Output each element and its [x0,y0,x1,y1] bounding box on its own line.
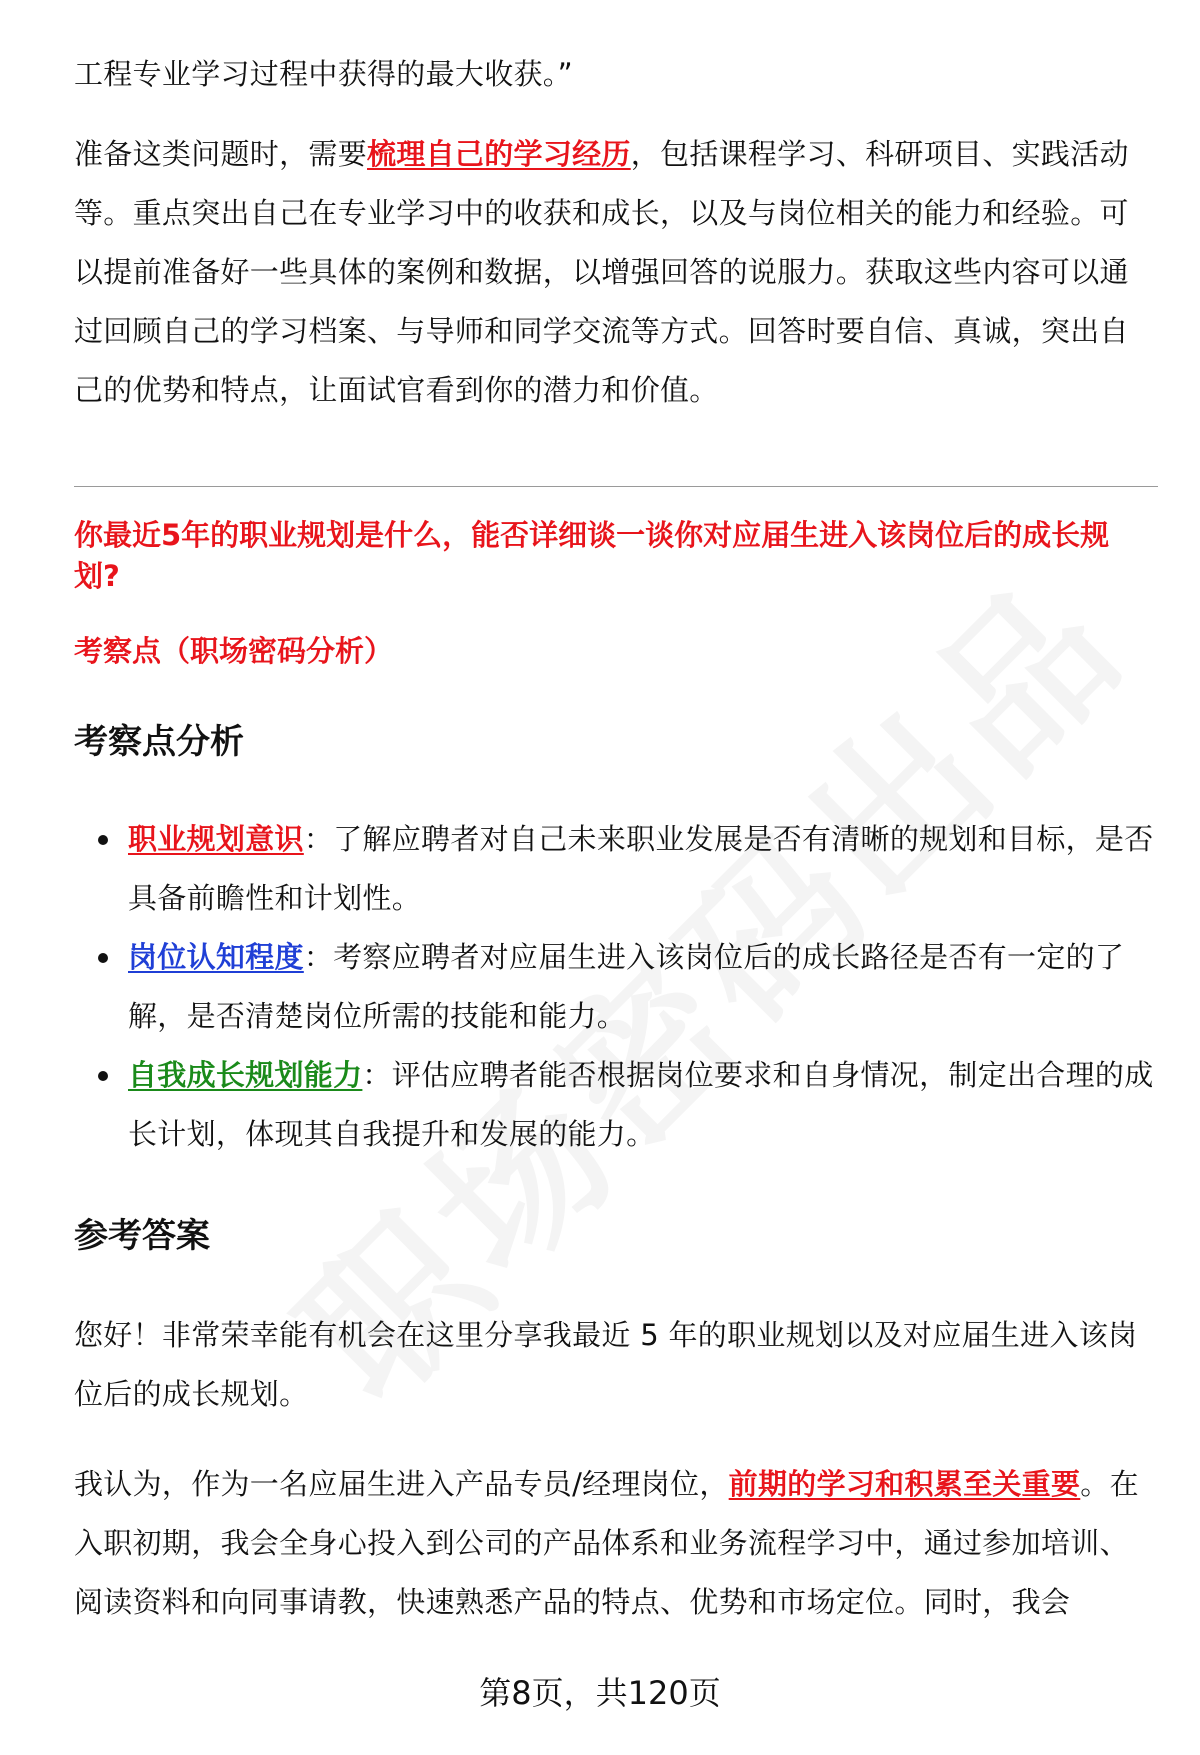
point-term: 岗位认知程度 [128,940,304,974]
answer-para2-before: 我认为，作为一名应届生进入产品专员/经理岗位， [74,1467,729,1501]
analysis-point-self-growth [74,1046,1154,1164]
analysis-points [74,810,1154,1164]
page-number: 第8页，共120页 [479,1674,721,1712]
point-term: 自我成长规划能力 [128,1058,363,1092]
bullet-icon [98,835,108,845]
analysis-point-career-planning [74,810,1154,928]
point-desc: ：评估应聘者能否根据岗位要求和自身情况，制定出合理的成长计划，体现其自我提升和发展的能力。 [128,1058,1154,1151]
question-title: 你最近5年的职业规划是什么，能否详细谈一谈你对应届生进入该岗位后的成长规划? [74,518,1110,593]
prep-paragraph [74,125,1154,420]
answer-para2-highlight: 前期的学习和积累至关重要 [728,1467,1081,1501]
question-subtitle: 考察点（职场密码分析） [74,634,394,668]
answer-para1-block [74,1306,1154,1424]
analysis-heading: 考察点分析 [74,722,244,762]
point-desc: ：了解应聘者对自己未来职业发展是否有清晰的规划和目标，是否具备前瞻性和计划性。 [128,822,1154,915]
analysis-point-role-awareness [74,928,1154,1046]
prep-highlight: 梳理自己的学习经历 [367,137,631,171]
point-term: 职业规划意识 [128,822,304,856]
bullet-icon [98,1071,108,1081]
question-subtitle-block [74,631,1154,671]
intro-continuation [74,45,1154,104]
intro-line-end: 工程专业学习过程中获得的最大收获。” [74,57,573,91]
answer-paragraph-1: 您好！非常荣幸能有机会在这里分享我最近 5 年的职业规划以及对应届生进入该岗位后的成长规划。 [74,1318,1138,1411]
answer-para2-block [74,1455,1154,1632]
prep-text-after: ，包括课程学习、科研项目、实践活动等。重点突出自己在专业学习中的收获和成长，以及与岗位相关的能力和经验。可以提前准备好一些具体的案例和数据，以增强回答的说服力。获取这些内容可以通过回顾自己的学习档案、与导师和同学交流等方式。回答时要自信、真诚，突出自己的优势和特点，让面试官看到你的潜力和价值。 [74,137,1129,407]
section-divider [74,486,1158,487]
prep-text-before: 准备这类问题时，需要 [74,137,368,171]
analysis-point-list [74,810,1154,1164]
answer-para2-after: 。在入职初期，我会全身心投入到公司的产品体系和业务流程学习中，通过参加培训、阅读资料和向同事请教，快速熟悉产品的特点、优势和市场定位。同时，我会 [74,1467,1139,1619]
bullet-icon [98,953,108,963]
point-desc: ：考察应聘者对应届生进入该岗位后的成长路径是否有一定的了解，是否清楚岗位所需的技能和能力。 [128,940,1125,1033]
answer-heading: 参考答案 [74,1216,210,1256]
answer-heading-block [74,1213,1154,1259]
question-block [74,515,1154,597]
analysis-heading-block [74,719,1154,765]
